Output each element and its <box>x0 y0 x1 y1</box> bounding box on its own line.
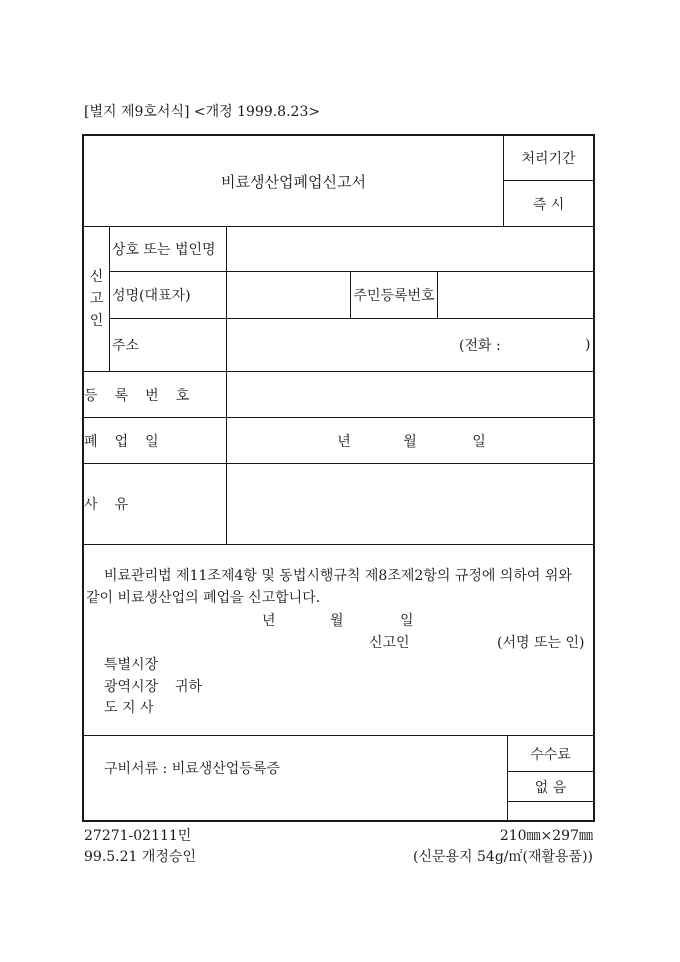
reason-label: 사 유 <box>84 497 135 513</box>
addressee-mayor: 특별시장 <box>104 657 159 673</box>
applicant-label-char-3: 인 <box>89 313 104 329</box>
phone-close: ) <box>585 337 591 353</box>
form-number: [별지 제9호서식] <개정 1999.8.23> <box>84 104 321 120</box>
applicant-group-divider <box>109 226 110 372</box>
footer-paper-size: 210㎜×297㎜ <box>499 828 593 844</box>
representative-name-label: 성명(대표자) <box>112 288 191 304</box>
declaration-line-1: 비료관리법 제11조제4항 및 동법시행규칙 제8조제2항의 규정에 의하여 위와 <box>104 568 572 584</box>
fee-label: 수수료 <box>530 746 571 763</box>
declaration-applicant-label: 신고인 <box>369 635 410 651</box>
border-right <box>593 134 595 822</box>
footer-approval: 99.5.21 개정승인 <box>84 849 196 865</box>
address-field[interactable] <box>227 319 457 371</box>
registration-number-field[interactable] <box>227 372 593 417</box>
declaration-line-2: 같이 비료생산업의 폐업을 신고합니다. <box>86 590 321 606</box>
processing-period-value: 즉 시 <box>532 196 565 213</box>
addressee-suffix: 귀하 <box>175 679 203 695</box>
company-name-field[interactable] <box>227 227 593 271</box>
closure-date-label: 폐 업 일 <box>84 433 165 450</box>
processing-period-label: 처리기간 <box>521 151 576 167</box>
border-bottom <box>82 820 595 822</box>
resident-number-field[interactable] <box>438 272 593 318</box>
required-documents: 구비서류 : 비료생산업등록증 <box>104 761 280 777</box>
declaration-day: 일 <box>400 613 414 629</box>
company-name-label: 상호 또는 법인명 <box>112 242 216 258</box>
declaration-year: 년 <box>262 613 276 629</box>
applicant-label-char-2: 고 <box>89 291 104 307</box>
resident-number-label: 주민등록번호 <box>353 288 435 304</box>
form-title: 비료생산업폐업신고서 <box>221 172 366 191</box>
signature-label: (서명 또는 인) <box>497 635 585 651</box>
footer-code: 27271-02111민 <box>84 828 192 844</box>
declaration-month: 월 <box>330 613 344 629</box>
address-label: 주소 <box>112 338 140 354</box>
closure-month-label: 월 <box>403 433 417 450</box>
fee-value: 없 음 <box>534 779 567 796</box>
row-line-7 <box>83 544 594 545</box>
addressee-governor: 도 지 사 <box>104 700 154 716</box>
applicant-label-char-1: 신 <box>89 269 104 285</box>
closure-year-label: 년 <box>337 433 351 450</box>
addressee-metro-mayor: 광역시장 <box>104 679 159 695</box>
closure-day-label: 일 <box>472 433 486 450</box>
representative-name-field[interactable] <box>227 272 350 318</box>
registration-number-label: 등 록 번 호 <box>84 387 196 404</box>
applicant-group-label <box>84 227 109 371</box>
footer-paper-type: (신문용지 54g/㎡(재활용품)) <box>413 849 593 865</box>
reason-field[interactable] <box>227 464 593 544</box>
phone-label: (전화 : <box>459 338 501 354</box>
fee-bottom-divider <box>507 801 594 802</box>
